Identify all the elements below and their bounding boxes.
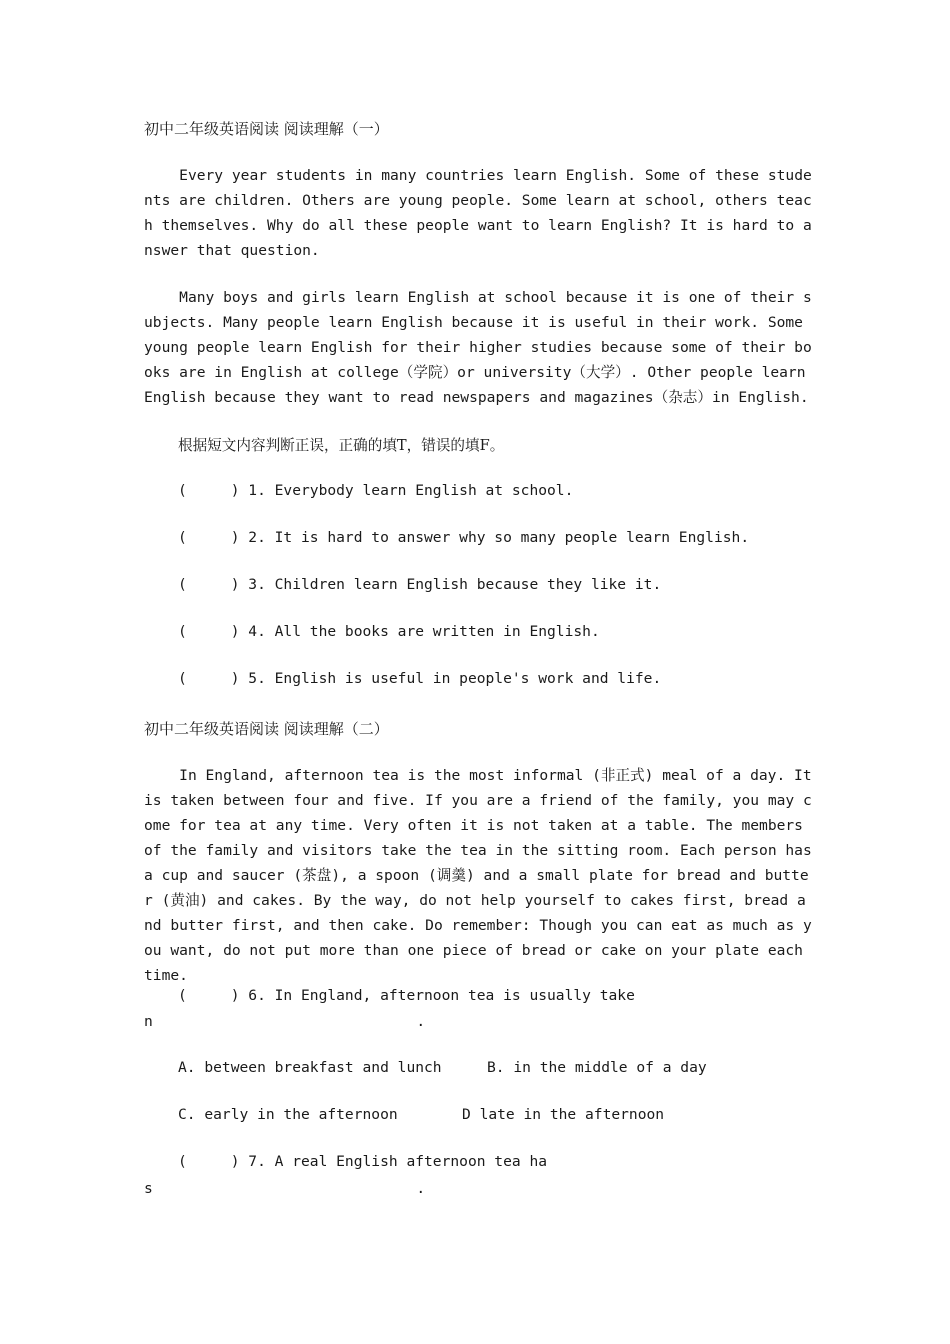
question-1: ( ) 1. Everybody learn English at school. xyxy=(178,482,574,499)
question-4: ( ) 4. All the books are written in English. xyxy=(178,623,600,640)
question-6-option-b: B. in the middle of a day xyxy=(487,1059,707,1076)
section1-paragraph-1: Every year students in many countries learn English. Some of these students are children. Others are young people. Some learn at school, others teach themselves. Why do all these people want to learn English? It is hard to answer that question. xyxy=(144,167,812,259)
judgement-instruction: 根据短文内容判断正误，正确的填T，错误的填F。 xyxy=(178,437,505,454)
question-7: ( ) 7. A real English afternoon tea ha xyxy=(178,1153,548,1170)
section1-heading: 初中二年级英语阅读 阅读理解（一） xyxy=(144,120,389,138)
question-5: ( ) 5. English is useful in people's work and life. xyxy=(178,670,662,687)
section2-paragraph: In England, afternoon tea is the most informal (非正式) meal of a day. It is taken between four and five. If you are a friend of the family, you may come for tea at any time. Very often it is not taken at a table. The members of the family and visitors take the tea in the sitting room. Each person has a cup and saucer (茶盘), a spoon (调羹) and a small plate for bread and butter (黄油) and cakes. By the way, do not help yourself to cakes first, bread and butter first, and then cake. Do remember: Though you can eat as much as you want, do not put more than one piece of bread or cake on your plate each time. xyxy=(144,767,821,984)
question-6: ( ) 6. In England, afternoon tea is usually take xyxy=(178,987,635,1004)
question-6-blank: n . xyxy=(144,1013,426,1030)
section1-paragraph-2: Many boys and girls learn English at school because it is one of their subjects. Many people learn English because it is useful in their work. Some young people learn English for their higher studies because some of their books are in English at college（学院）or university（大学）. Other people learn English because they want to read newspapers and magazines（杂志）in English. xyxy=(144,289,815,406)
section2-heading: 初中二年级英语阅读 阅读理解（二） xyxy=(144,720,389,738)
question-6-option-d: D late in the afternoon xyxy=(462,1106,665,1123)
question-7-blank: s . xyxy=(144,1180,426,1197)
question-3: ( ) 3. Children learn English because they like it. xyxy=(178,576,662,593)
question-6-option-c: C. early in the afternoon xyxy=(178,1106,398,1123)
question-2: ( ) 2. It is hard to answer why so many people learn English. xyxy=(178,529,750,546)
question-6-option-a: A. between breakfast and lunch xyxy=(178,1059,442,1076)
